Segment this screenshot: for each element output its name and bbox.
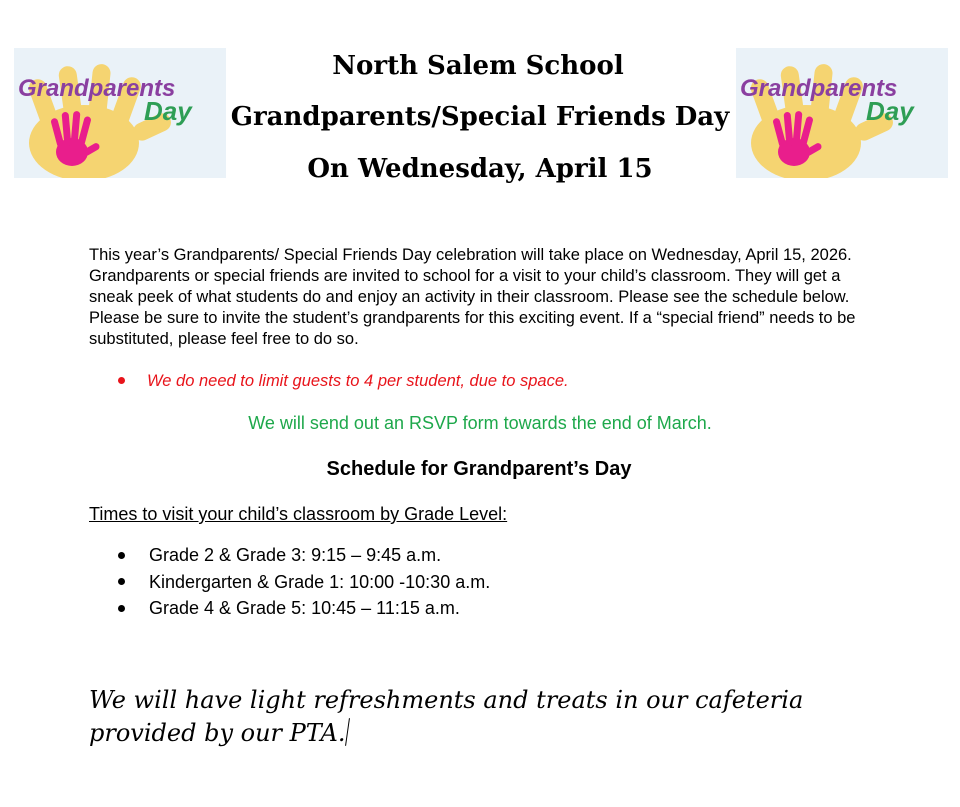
school-name: North Salem School <box>332 51 624 81</box>
list-item <box>118 569 490 596</box>
list-item <box>118 595 490 622</box>
event-title: Grandparents/Special Friends Day <box>230 102 730 132</box>
bullet-icon <box>118 552 125 559</box>
closing-text: We will have light refreshments and treats in our cafeteria provided by our PTA. <box>89 686 804 747</box>
schedule-item-text: Kindergarten & Grade 1: 10:00 -10:30 a.m. <box>149 571 491 592</box>
intro-paragraph: This year’s Grandparents/ Special Friends Day celebration will take place on Wednesday, April 15, 2026. Grandparents or special friends are invited to school for a visit to your child’s classroom. They will get a sneak peek of what students do and enjoy an activity in their classroom. Please see the schedule below. Please be sure to invite the student’s grandparents for this exciting event. If a “special friend” needs to be substituted, please feel free to do so. <box>89 246 856 348</box>
text-cursor <box>346 718 351 746</box>
schedule-item-text: Grade 2 & Grade 3: 9:15 – 9:45 a.m. <box>149 545 442 565</box>
closing-note <box>89 684 879 750</box>
schedule-item-text: Grade 4 & Grade 5: 10:45 – 11:15 a.m. <box>149 598 460 618</box>
svg-text:Grandparents: Grandparents <box>18 75 176 102</box>
list-item <box>118 542 490 569</box>
bullet-icon <box>118 578 125 585</box>
rsvp-note: We will send out an RSVP form towards the end of March. <box>248 413 712 433</box>
svg-text:Day: Day <box>144 96 192 126</box>
guest-limit-text: We do need to limit guests to 4 per student, due to space. <box>147 372 569 390</box>
svg-text:Grandparents: Grandparents <box>740 75 898 102</box>
schedule-heading: Schedule for Grandparent’s Day <box>326 458 632 480</box>
event-date: On Wednesday, April 15 <box>307 154 653 184</box>
bullet-icon <box>118 605 125 612</box>
svg-text:Day: Day <box>866 96 914 126</box>
times-heading: Times to visit your child’s classroom by Grade Level: <box>89 504 508 524</box>
schedule-list <box>118 542 490 622</box>
guest-limit-note <box>118 372 569 391</box>
bullet-icon <box>118 377 125 384</box>
